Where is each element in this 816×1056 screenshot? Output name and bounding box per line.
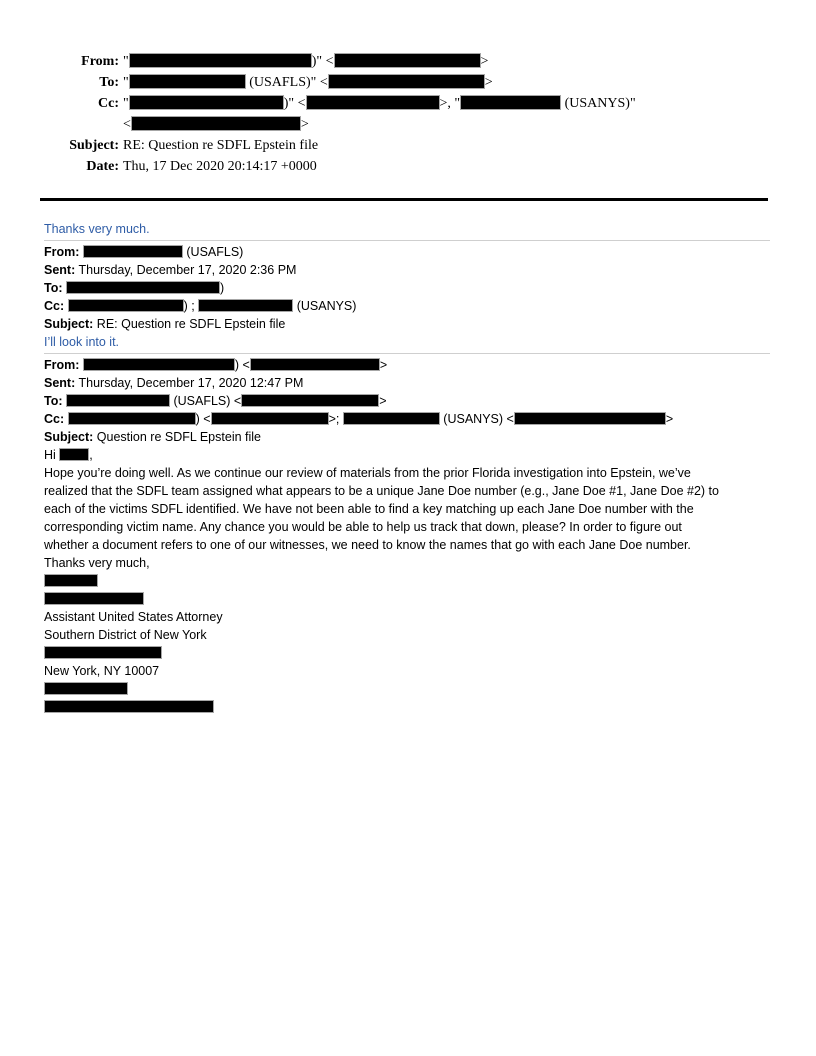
quoted-header-label: To: [44,281,63,295]
body-line: whether a document refers to one of our witnesses, we need to know the names that go with each Jane Doe number. [44,538,691,552]
quoted-header-label: From: [44,245,80,259]
text-segment: RE: Question re SDFL Epstein file [123,138,319,153]
header-row-from [44,51,770,72]
header-value [123,156,770,177]
quoted-header-1 [44,243,770,333]
text-segment: ) [220,281,225,295]
quoted-header-label: Sent: [44,263,76,277]
text-segment: Question re SDFL Epstein file [96,430,261,444]
text-segment: Hi [44,448,60,462]
quoted-header-row-cc [44,297,770,315]
separator-rule-1 [44,240,770,241]
quoted-header-2 [44,356,770,446]
body-line: Thanks very much, [44,556,150,570]
signature-line [44,608,770,626]
top-header [44,51,770,177]
redaction-bar [241,394,379,407]
redaction-bar [328,74,485,89]
signature-line [44,644,770,662]
redaction-bar [59,448,89,461]
thick-divider-rule [40,198,768,201]
redaction-bar [129,74,246,89]
redaction-bar [66,394,170,407]
body-line: each of the victims SDFL identified. We have not been able to find a key matching up each Jane Doe number with the [44,502,694,516]
redaction-bar [211,412,329,425]
text-segment: >; [328,412,343,426]
separator-rule-2 [44,353,770,354]
redaction-bar [44,574,98,587]
redaction-bar [306,95,440,110]
header-value [123,93,770,135]
redaction-bar [334,53,481,68]
quoted-header-label: Subject: [44,317,94,331]
text-segment: " [123,75,129,90]
text-segment: > [665,412,674,426]
redaction-bar [514,412,666,425]
redaction-bar [129,53,312,68]
redaction-bar [131,116,301,131]
quoted-header-row-to [44,392,770,410]
quoted-header-label: Cc: [44,299,65,313]
text-segment: (USAFLS) < [170,394,242,408]
signature-line [44,662,770,680]
body-line: realized that the SDFL team assigned what appears to be a unique Jane Doe number (e.g., Jane Doe #1, Jane Doe #2) to [44,484,719,498]
redaction-bar [44,682,128,695]
text-segment: < [123,117,131,132]
header-value [123,51,770,72]
text-segment: > [300,117,309,132]
header-value [123,72,770,93]
signature-line [44,572,770,590]
text-segment: (USANYS)" [561,96,636,111]
header-value [123,135,770,156]
quoted-header-label: Cc: [44,412,65,426]
greeting-line [44,446,770,464]
quoted-header-row-subject [44,315,770,333]
text-segment: > [379,358,388,372]
redaction-bar [129,95,284,110]
redaction-bar [44,592,144,605]
quoted-header-label: Subject: [44,430,94,444]
text-segment: (USAFLS) [182,245,244,259]
text-segment: ) < [234,358,250,372]
redaction-bar [44,646,162,659]
signature-line [44,698,770,716]
quoted-header-row-sent [44,374,770,392]
text-segment: > [480,54,489,69]
signature-line [44,680,770,698]
text-segment: Southern District of New York [44,628,207,642]
redaction-bar [198,299,293,312]
text-segment: , [89,448,93,462]
quoted-header-row-subject [44,428,770,446]
body-paragraph [44,464,770,572]
text-segment: Assistant United States Attorney [44,610,223,624]
text-segment: > [379,394,387,408]
header-label: To: [99,75,119,90]
redaction-bar [460,95,561,110]
signature-line [44,626,770,644]
reply-text-2: I’ll look into it. [44,335,120,349]
header-row-subject [44,135,770,156]
redaction-bar [83,358,235,371]
quoted-header-label: To: [44,394,63,408]
reply-text-1: Thanks very much. [44,222,150,236]
text-segment: (USANYS) [293,299,357,313]
quoted-header-row-to [44,279,770,297]
header-label: From: [81,54,119,69]
redaction-bar [83,245,183,258]
signature-block [44,572,770,716]
header-row-to [44,72,770,93]
text-segment: >, " [439,96,461,111]
header-row-date [44,156,770,177]
quoted-header-row-from [44,356,770,374]
redaction-bar [68,299,184,312]
text-segment: Thu, 17 Dec 2020 20:14:17 +0000 [123,159,317,174]
redaction-bar [343,412,440,425]
redaction-bar [44,700,214,713]
quoted-header-label: Sent: [44,376,76,390]
text-segment: (USAFLS)" < [245,75,328,90]
quoted-header-row-from [44,243,770,261]
body-line: Hope you’re doing well. As we continue our review of materials from the prior Florida investigation into Epstein, we’ve [44,466,691,480]
header-label: Cc: [98,96,119,111]
text-segment: New York, NY 10007 [44,664,160,678]
text-segment: ) ; [183,299,199,313]
text-segment: " [123,54,129,69]
text-segment: Thursday, December 17, 2020 12:47 PM [78,376,304,390]
quoted-header-label: From: [44,358,80,372]
quoted-header-row-cc [44,410,770,428]
signature-line [44,590,770,608]
redaction-bar [66,281,220,294]
text-segment: Thursday, December 17, 2020 2:36 PM [78,263,297,277]
header-label: Subject: [69,138,119,153]
redaction-bar [250,358,380,371]
header-label: Date: [86,159,119,174]
text-segment: ) < [195,412,211,426]
header-row-cc [44,93,770,135]
text-segment: )" < [311,54,334,69]
text-segment: > [484,75,493,90]
redaction-bar [68,412,196,425]
body-line: corresponding victim name. Any chance you would be able to help us track that down, please? In order to figure out [44,520,682,534]
text-segment: (USANYS) < [439,412,514,426]
text-segment: " [123,96,129,111]
text-segment: RE: Question re SDFL Epstein file [96,317,286,331]
quoted-header-row-sent [44,261,770,279]
text-segment: )" < [283,96,306,111]
